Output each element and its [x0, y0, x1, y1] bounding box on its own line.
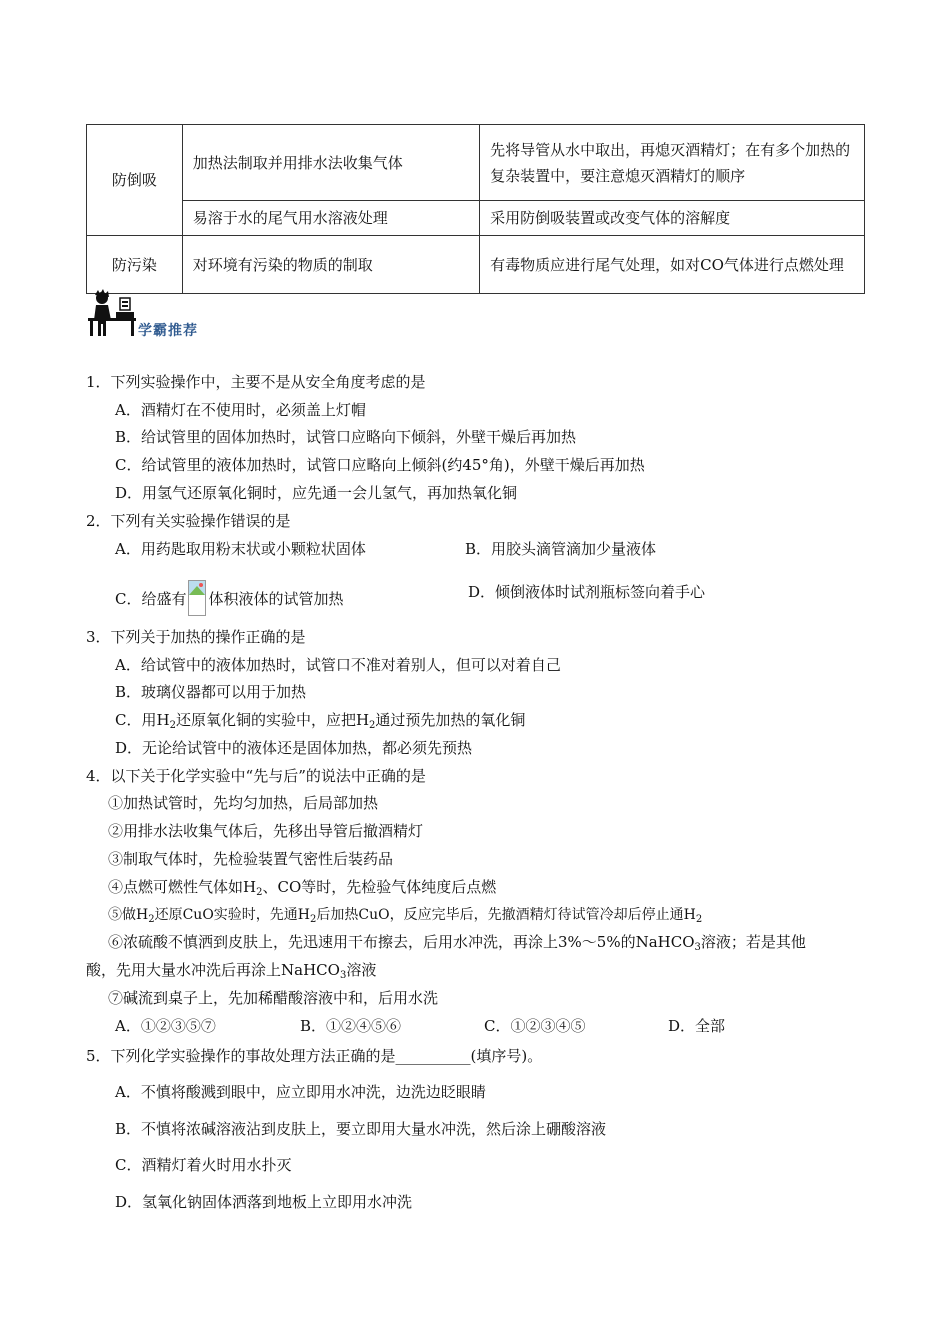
section-title: 学霸推荐	[138, 323, 198, 339]
q4-i6-part3: 酸，先用大量水冲洗后再涂上NaHCO	[86, 961, 340, 979]
question-3-stem: 3．下列关于加热的操作正确的是	[86, 628, 306, 646]
question-1-stem: 1．下列实验操作中，主要不是从安全角度考虑的是	[86, 373, 426, 391]
q1-option-d: D．用氢气还原氧化铜时，应先通一会儿氢气，再加热氧化铜	[115, 484, 518, 502]
table-row	[87, 125, 865, 201]
q2-option-b: B．用胶头滴管滴加少量液体	[465, 540, 657, 558]
table-cell-label: 防污染	[87, 236, 183, 294]
q4-item-4	[108, 877, 496, 903]
table-cell-measure: 采用防倒吸装置或改变气体的溶解度	[480, 201, 865, 236]
table-cell-measure: 有毒物质应进行尾气处理，如对CO气体进行点燃处理	[480, 236, 865, 294]
q4-i6-part1: ⑥浓硫酸不慎洒到皮肤上，先迅速用干布擦去，后用水冲洗，再涂上3%～5%的NaHCO	[108, 933, 695, 951]
q5-option-d: D．氢氧化钠固体洒落到地板上立即用水冲洗	[115, 1193, 413, 1211]
q5-option-a: A．不慎将酸溅到眼中，应立即用水冲洗，边洗边眨眼睛	[115, 1083, 486, 1101]
q2-option-c-post: 体积液体的试管加热	[208, 590, 344, 608]
q4-item-1: ①加热试管时，先均匀加热，后局部加热	[108, 794, 379, 812]
subscript: 2	[369, 720, 376, 731]
q4-i6-part2: 溶液；若是其他	[700, 933, 806, 951]
q4-i5-part2: 还原CuO实验时，先通H	[154, 907, 311, 923]
q2-option-c-pre: C．给盛有	[115, 590, 187, 608]
q4-option-c: C．①②③④⑤	[484, 1017, 586, 1035]
q2-option-a: A．用药匙取用粉末状或小颗粒状固体	[115, 540, 366, 558]
subscript: 2	[256, 887, 263, 898]
table-cell-scenario: 对环境有污染的物质的制取	[182, 236, 479, 294]
q3-c-part3: 通过预先加热的氧化铜	[375, 711, 526, 729]
q1-option-a: A．酒精灯在不使用时，必须盖上灯帽	[115, 401, 366, 419]
q5-option-c: C．酒精灯着火时用水扑灭	[115, 1156, 292, 1174]
fraction-image-icon	[188, 580, 206, 616]
q5-option-b: B．不慎将浓碱溶液沾到皮肤上，要立即用大量水冲洗，然后涂上硼酸溶液	[115, 1120, 607, 1138]
question-2-stem: 2．下列有关实验操作错误的是	[86, 512, 291, 530]
subscript: 2	[310, 914, 317, 925]
table-cell-measure: 先将导管从水中取出，再熄灭酒精灯；在有多个加热的复杂装置中，要注意熄灭酒精灯的顺序	[480, 125, 865, 201]
student-at-desk-icon	[86, 288, 138, 338]
q4-i5-part1: ⑤做H	[108, 907, 149, 923]
q4-item-6-line2	[86, 960, 376, 986]
q4-item-6-line1	[108, 932, 806, 958]
question-4-stem: 4．以下关于化学实验中“先与后”的说法中正确的是	[86, 767, 426, 785]
q4-option-a: A．①②③⑤⑦	[115, 1017, 216, 1035]
q4-item-3: ③制取气体时，先检验装置气密性后装药品	[108, 850, 394, 868]
q4-item-5	[108, 905, 702, 930]
subscript: 2	[695, 914, 703, 925]
table-row	[87, 201, 865, 236]
q3-option-b: B．玻璃仪器都可以用于加热	[115, 683, 307, 701]
safety-table	[86, 124, 865, 294]
subscript: 2	[148, 914, 155, 925]
subscript: 3	[339, 970, 347, 981]
table-cell-scenario: 加热法制取并用排水法收集气体	[182, 125, 479, 201]
section-header	[86, 288, 386, 340]
q3-c-part1: C．用H	[115, 711, 170, 729]
q1-option-c: C．给试管里的液体加热时，试管口应略向上倾斜(约45°角)，外壁干燥后再加热	[115, 456, 645, 474]
q4-item-7: ⑦碱流到桌子上，先加稀醋酸溶液中和，后用水洗	[108, 989, 439, 1007]
subscript: 2	[169, 720, 176, 731]
q4-i4-part1: ④点燃可燃性气体如H	[108, 878, 257, 896]
question-5-stem: 5．下列化学实验操作的事故处理方法正确的是__________(填序号)。	[86, 1047, 543, 1065]
q4-i5-part3: 后加热CuO，反应完毕后，先撤酒精灯待试管冷却后停止通H	[316, 907, 696, 923]
q4-item-2: ②用排水法收集气体后，先移出导管后撤酒精灯	[108, 822, 424, 840]
q3-option-d: D．无论给试管中的液体还是固体加热，都必须先预热	[115, 739, 473, 757]
q4-i6-part4: 溶液	[346, 961, 377, 979]
q3-c-part2: 还原氧化铜的实验中，应把H	[175, 711, 370, 729]
q3-option-a: A．给试管中的液体加热时，试管口不准对着别人，但可以对着自己	[115, 656, 561, 674]
q2-option-c	[115, 582, 344, 618]
q2-option-d: D．倾倒液体时试剂瓶标签向着手心	[468, 583, 706, 601]
table-cell-label: 防倒吸	[87, 125, 183, 236]
subscript: 3	[694, 942, 701, 953]
q3-option-c	[115, 710, 525, 736]
table-row	[87, 236, 865, 294]
q4-option-d: D．全部	[668, 1017, 726, 1035]
q1-option-b: B．给试管里的固体加热时，试管口应略向下倾斜，外壁干燥后再加热	[115, 428, 577, 446]
q4-i4-part2: 、CO等时，先检验气体纯度后点燃	[262, 878, 497, 896]
table-cell-scenario: 易溶于水的尾气用水溶液处理	[182, 201, 479, 236]
q4-option-b: B．①②④⑤⑥	[300, 1017, 402, 1035]
